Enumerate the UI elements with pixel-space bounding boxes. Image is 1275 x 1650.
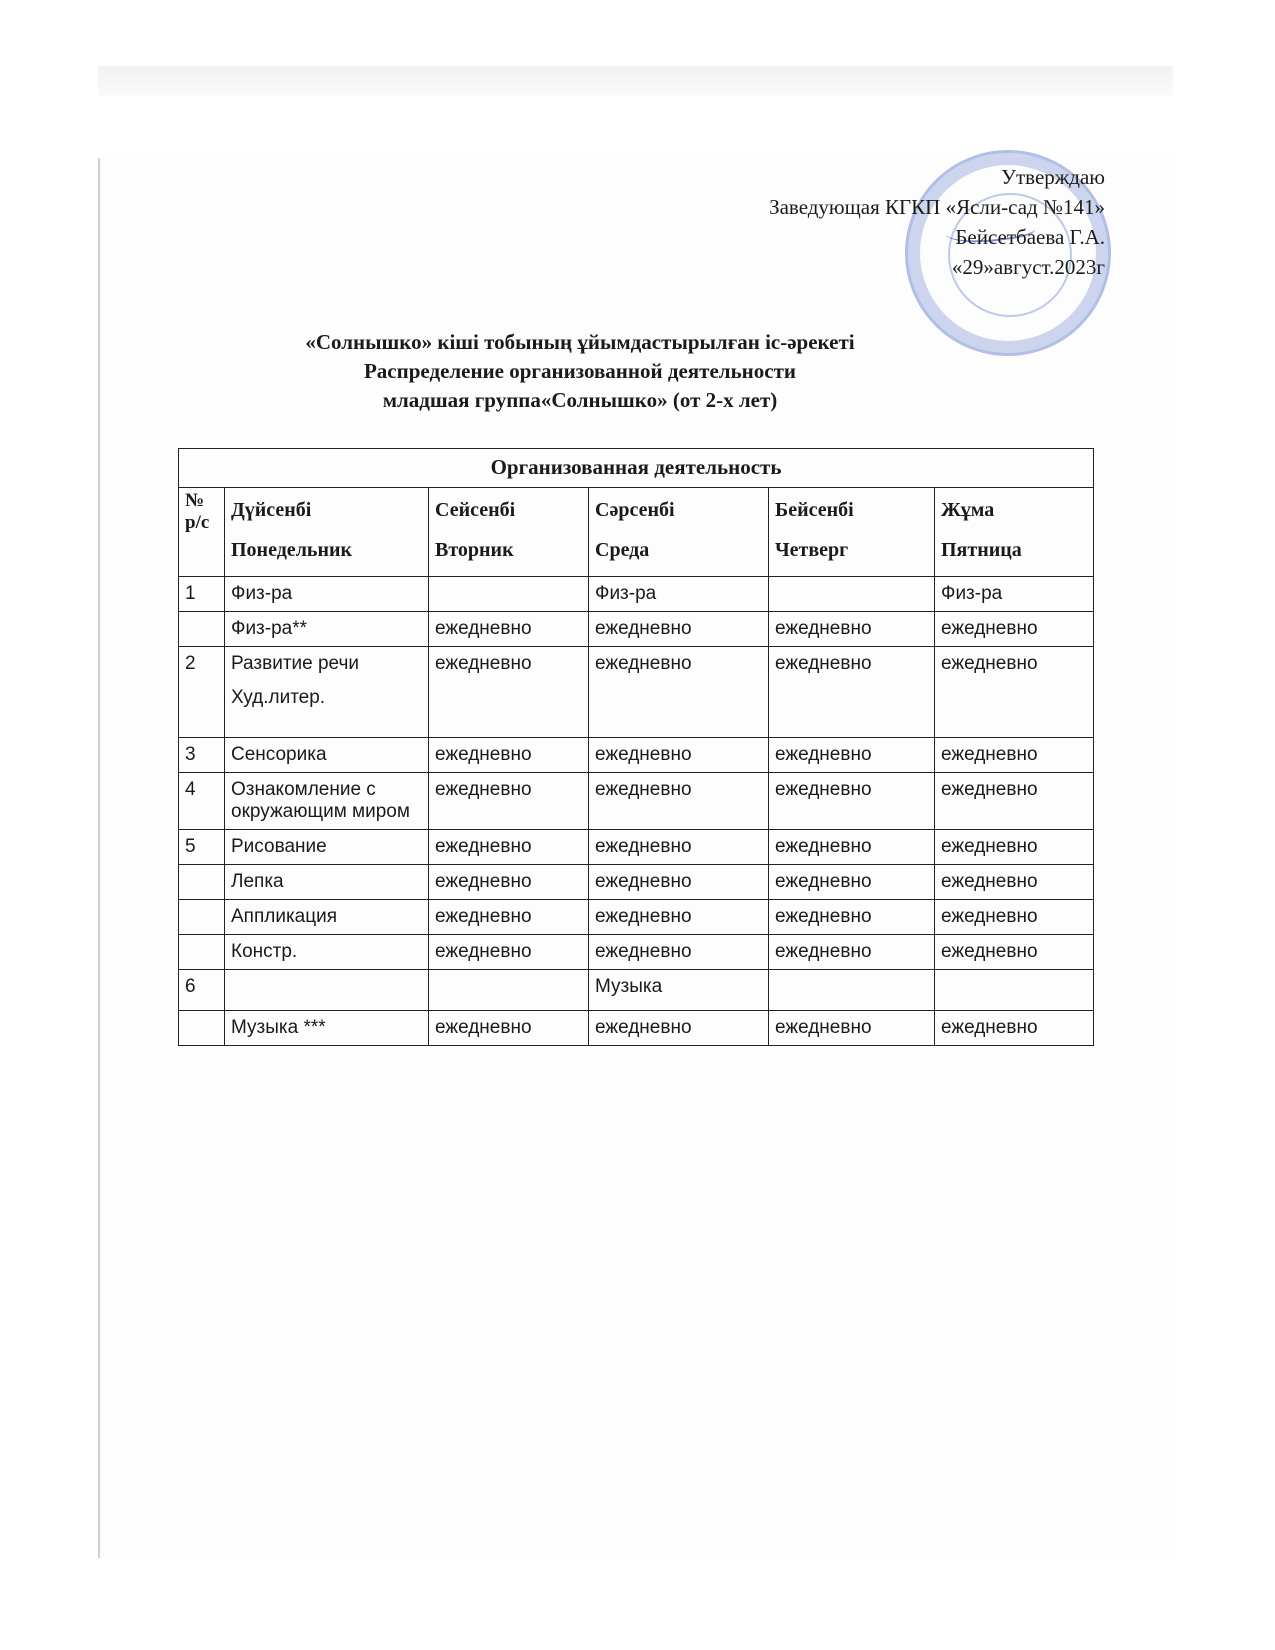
cell-tuesday: ежедневно bbox=[429, 830, 589, 865]
header-monday-kz: Дүйсенбі bbox=[231, 499, 312, 521]
table-title: Организованная деятельность bbox=[179, 449, 1094, 488]
row-num bbox=[179, 865, 225, 900]
header-thursday bbox=[769, 488, 935, 577]
row-subject-line-1: Развитие речи bbox=[231, 653, 359, 674]
table-row bbox=[179, 900, 1094, 935]
cell-thursday: ежедневно bbox=[769, 935, 935, 970]
row-num bbox=[179, 1011, 225, 1046]
header-friday-kz: Жұма bbox=[941, 499, 995, 521]
header-monday-ru: Понедельник bbox=[231, 539, 353, 561]
header-tuesday-ru: Вторник bbox=[435, 539, 514, 561]
cell-friday: Физ-ра bbox=[935, 577, 1094, 612]
cell-tuesday: ежедневно bbox=[429, 612, 589, 647]
cell-wednesday: Музыка bbox=[589, 970, 769, 1011]
row-subject: Музыка *** bbox=[225, 1011, 429, 1046]
table-row bbox=[179, 865, 1094, 900]
cell-friday: ежедневно bbox=[935, 865, 1094, 900]
cell-wednesday: ежедневно bbox=[589, 900, 769, 935]
heading-kazakh: «Солнышко» кіші тобының ұйымдастырылған іс-әрекеті bbox=[305, 330, 855, 354]
document-headings bbox=[230, 328, 930, 415]
row-num: 2 bbox=[179, 647, 225, 738]
heading-russian-2: младшая группа«Солнышко» (от 2-х лет) bbox=[382, 388, 778, 412]
cell-friday: ежедневно bbox=[935, 738, 1094, 773]
cell-thursday: ежедневно bbox=[769, 900, 935, 935]
cell-friday: ежедневно bbox=[935, 647, 1094, 738]
header-tuesday-kz: Сейсенбі bbox=[435, 499, 516, 521]
cell-tuesday: ежедневно bbox=[429, 900, 589, 935]
cell-tuesday: ежедневно bbox=[429, 865, 589, 900]
row-subject-line-2: Худ.литер. bbox=[231, 687, 326, 708]
row-subject: Рисование bbox=[225, 830, 429, 865]
table-row bbox=[179, 1011, 1094, 1046]
row-subject: Лепка bbox=[225, 865, 429, 900]
cell-thursday bbox=[769, 970, 935, 1011]
header-friday-ru: Пятница bbox=[941, 539, 1022, 561]
header-wednesday-ru: Среда bbox=[595, 539, 650, 561]
table-row bbox=[179, 773, 1094, 830]
row-num: 1 bbox=[179, 577, 225, 612]
cell-wednesday: ежедневно bbox=[589, 738, 769, 773]
cell-tuesday: ежедневно bbox=[429, 738, 589, 773]
table-row bbox=[179, 612, 1094, 647]
row-subject: Констр. bbox=[225, 935, 429, 970]
cell-thursday: ежедневно bbox=[769, 1011, 935, 1046]
table-row bbox=[179, 830, 1094, 865]
cell-thursday bbox=[769, 577, 935, 612]
cell-wednesday: ежедневно bbox=[589, 830, 769, 865]
row-num: 4 bbox=[179, 773, 225, 830]
cell-thursday: ежедневно bbox=[769, 830, 935, 865]
approval-line-position: Заведующая КГКП «Ясли-сад №141» bbox=[769, 195, 1105, 219]
header-thursday-ru: Четверг bbox=[775, 539, 849, 561]
cell-tuesday: ежедневно bbox=[429, 935, 589, 970]
header-monday bbox=[225, 488, 429, 577]
table-row bbox=[179, 577, 1094, 612]
row-subject: Сенсорика bbox=[225, 738, 429, 773]
approval-line-approve: Утверждаю bbox=[1001, 165, 1105, 189]
scan-shadow bbox=[98, 66, 1173, 96]
cell-friday: ежедневно bbox=[935, 773, 1094, 830]
row-num bbox=[179, 935, 225, 970]
cell-tuesday bbox=[429, 577, 589, 612]
approval-block bbox=[585, 162, 1105, 282]
row-subject bbox=[225, 647, 429, 738]
cell-tuesday: ежедневно bbox=[429, 647, 589, 738]
table-row bbox=[179, 647, 1094, 738]
row-num bbox=[179, 612, 225, 647]
cell-friday bbox=[935, 970, 1094, 1011]
cell-tuesday: ежедневно bbox=[429, 773, 589, 830]
header-tuesday bbox=[429, 488, 589, 577]
cell-thursday: ежедневно bbox=[769, 738, 935, 773]
row-num: 3 bbox=[179, 738, 225, 773]
cell-friday: ежедневно bbox=[935, 1011, 1094, 1046]
row-num: 5 bbox=[179, 830, 225, 865]
schedule-table bbox=[178, 448, 1094, 1046]
cell-friday: ежедневно bbox=[935, 935, 1094, 970]
cell-thursday: ежедневно bbox=[769, 647, 935, 738]
row-subject bbox=[225, 970, 429, 1011]
cell-wednesday: ежедневно bbox=[589, 935, 769, 970]
cell-friday: ежедневно bbox=[935, 612, 1094, 647]
cell-thursday: ежедневно bbox=[769, 865, 935, 900]
cell-tuesday bbox=[429, 970, 589, 1011]
cell-wednesday: ежедневно bbox=[589, 647, 769, 738]
row-num bbox=[179, 900, 225, 935]
row-subject: Физ-ра** bbox=[225, 612, 429, 647]
table-row bbox=[179, 738, 1094, 773]
cell-wednesday: ежедневно bbox=[589, 773, 769, 830]
heading-russian-1: Распределение организованной деятельности bbox=[363, 359, 797, 383]
header-num: № р/с bbox=[179, 488, 225, 577]
cell-wednesday: ежедневно bbox=[589, 865, 769, 900]
cell-thursday: ежедневно bbox=[769, 612, 935, 647]
header-friday bbox=[935, 488, 1094, 577]
row-subject: Аппликация bbox=[225, 900, 429, 935]
header-thursday-kz: Бейсенбі bbox=[775, 499, 854, 521]
table-row bbox=[179, 970, 1094, 1011]
row-subject: Физ-ра bbox=[225, 577, 429, 612]
cell-friday: ежедневно bbox=[935, 900, 1094, 935]
approval-line-name: Бейсетбаева Г.А. bbox=[955, 225, 1105, 249]
approval-line-date: «29»август.2023г bbox=[951, 255, 1105, 279]
cell-tuesday: ежедневно bbox=[429, 1011, 589, 1046]
row-num: 6 bbox=[179, 970, 225, 1011]
table-row bbox=[179, 935, 1094, 970]
header-wednesday bbox=[589, 488, 769, 577]
cell-wednesday: ежедневно bbox=[589, 612, 769, 647]
row-subject: Ознакомление с окружающим миром bbox=[225, 773, 429, 830]
header-wednesday-kz: Сәрсенбі bbox=[595, 499, 675, 521]
cell-wednesday: Физ-ра bbox=[589, 577, 769, 612]
cell-friday: ежедневно bbox=[935, 830, 1094, 865]
cell-wednesday: ежедневно bbox=[589, 1011, 769, 1046]
cell-thursday: ежедневно bbox=[769, 773, 935, 830]
